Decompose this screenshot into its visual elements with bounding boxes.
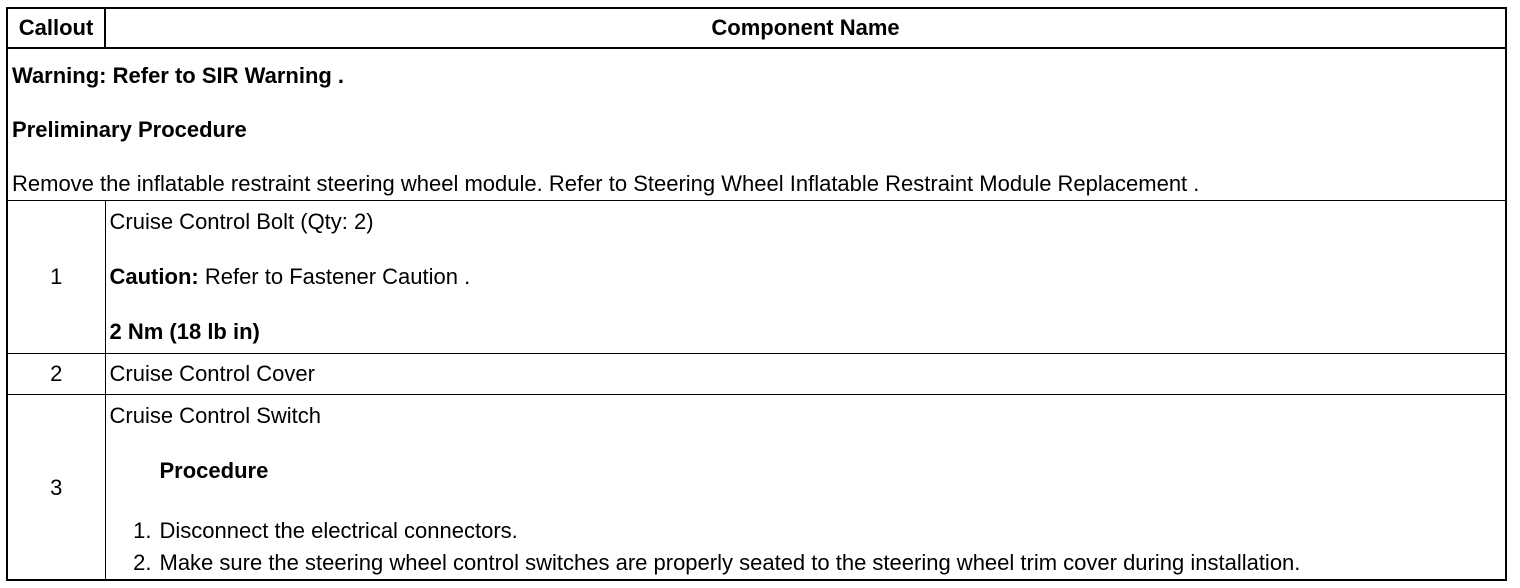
torque-spec: 2 Nm (18 lb in) bbox=[109, 319, 260, 344]
procedure-heading: Procedure bbox=[159, 458, 269, 483]
component-cell bbox=[105, 395, 1505, 582]
table-header-row bbox=[8, 9, 1505, 48]
step-text: Disconnect the electrical connectors. bbox=[159, 518, 518, 543]
table-row bbox=[8, 354, 1505, 395]
table-row bbox=[8, 201, 1505, 354]
procedure-steps bbox=[110, 515, 1506, 579]
caution-label: Caution: bbox=[109, 264, 199, 289]
table-row bbox=[8, 395, 1505, 582]
step-text: Make sure the steering wheel control switches are properly seated to the steering wheel trim cover during installation. bbox=[159, 550, 1301, 575]
component-name: Cruise Control Switch bbox=[109, 403, 322, 428]
warning-label: Warning: bbox=[12, 63, 107, 88]
callout-number: 1 bbox=[8, 201, 105, 354]
preliminary-procedure-heading: Preliminary Procedure bbox=[12, 117, 247, 142]
list-item bbox=[110, 515, 1506, 547]
caution-link[interactable]: Refer to Fastener Caution . bbox=[204, 264, 471, 289]
callout-number: 2 bbox=[8, 354, 105, 395]
component-name: Cruise Control Cover bbox=[105, 354, 1505, 395]
warning-link[interactable]: Refer to SIR Warning . bbox=[112, 63, 345, 88]
component-name: Cruise Control Bolt (Qty: 2) bbox=[109, 209, 374, 234]
component-name-column-header: Component Name bbox=[105, 9, 1505, 48]
callout-column-header: Callout bbox=[8, 9, 105, 48]
intro-row bbox=[8, 48, 1505, 201]
component-table bbox=[8, 9, 1505, 581]
callout-number: 3 bbox=[8, 395, 105, 582]
component-table-frame bbox=[6, 7, 1507, 581]
remove-instruction: Remove the inflatable restraint steering wheel module. Refer to Steering Wheel Inflatable Restraint Module Replacement . bbox=[12, 171, 1200, 196]
intro-cell bbox=[8, 48, 1505, 201]
step-number: 1. bbox=[133, 518, 152, 543]
list-item bbox=[110, 547, 1506, 579]
caution-line bbox=[110, 266, 1506, 288]
warning-line bbox=[12, 49, 1505, 87]
component-cell bbox=[105, 201, 1505, 354]
step-number: 2. bbox=[133, 550, 152, 575]
